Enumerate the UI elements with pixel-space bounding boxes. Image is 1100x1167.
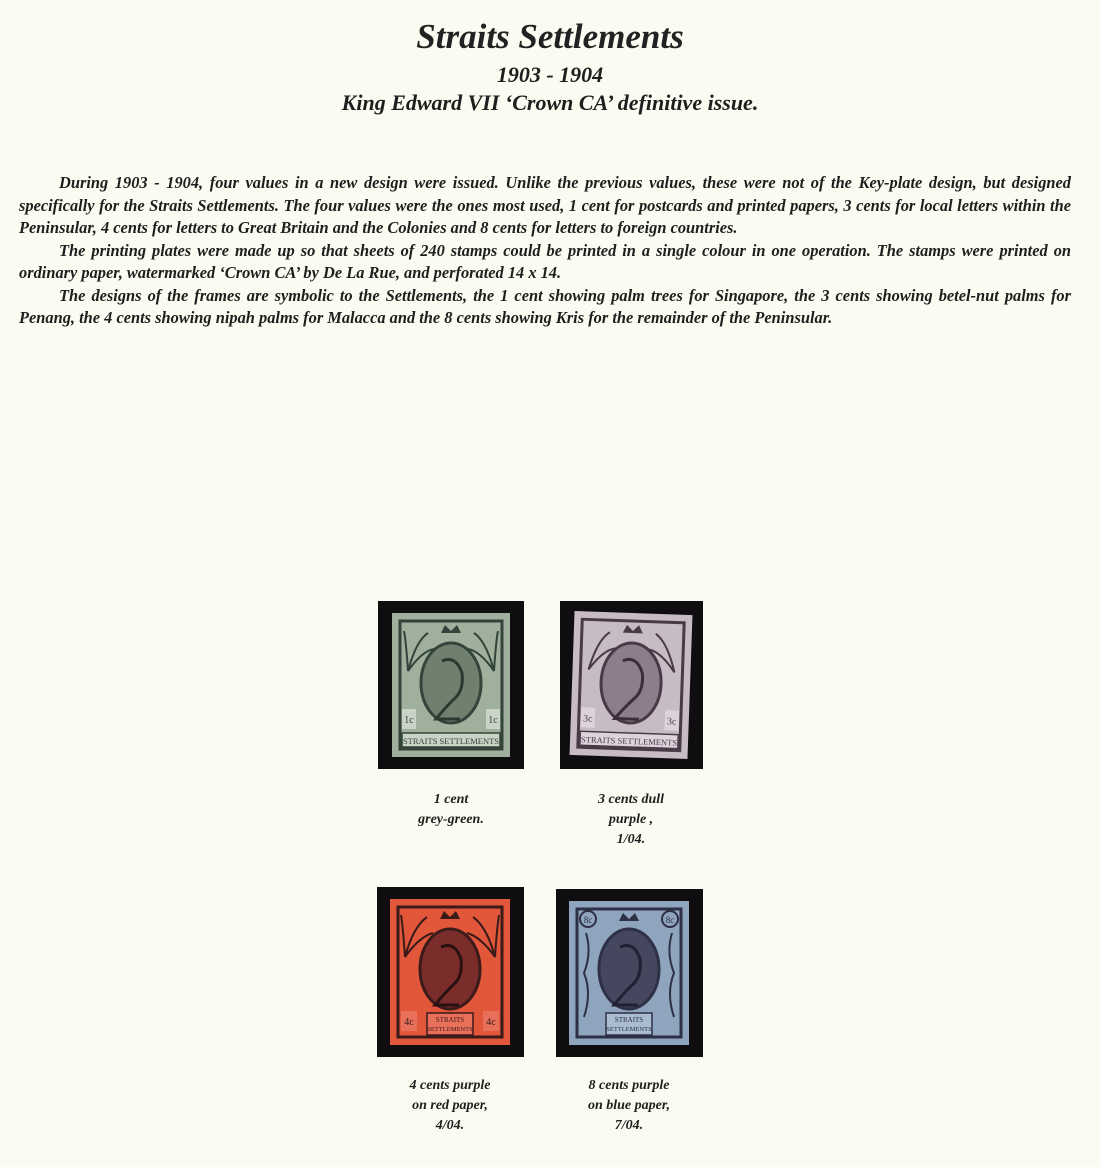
caption-line: on blue paper, <box>587 1098 671 1113</box>
stamp-inscription: STRAITS SETTLEMENTS <box>402 736 500 746</box>
caption-line: 1/04. <box>616 832 646 847</box>
stamp-caption-1 <box>366 790 536 830</box>
caption-line: 4/04. <box>435 1118 465 1133</box>
intro-paragraph: The printing plates were made up so that sheets of 240 stamps could be printed in a single colour in one operation. The stamps were printed on ordinary paper, watermarked ‘Crown CA’ by De La Rue, and perforated 14 x 14. <box>19 240 1071 282</box>
stamp-8-cents <box>556 889 703 1057</box>
stamp-inscription: STRAITS SETTLEMENTS <box>580 734 678 748</box>
king-portrait <box>420 929 480 1009</box>
issue-description: King Edward VII ‘Crown CA’ definitive issue. <box>341 90 759 115</box>
intro-text <box>19 172 1071 330</box>
stamp-value-left: 4c <box>404 1017 414 1028</box>
intro-paragraph: The designs of the frames are symbolic to the Settlements, the 1 cent showing palm trees for Singapore, the 3 cents showing betel-nut palms for Penang, the 4 cents showing nipah palms for Malacca and the 8 cents showing Kris for the remainder of the Peninsular. <box>19 285 1071 327</box>
stamp-inscription: STRAITS <box>435 1016 465 1024</box>
caption-line: 7/04. <box>614 1118 644 1133</box>
caption-line: 4 cents purple <box>409 1078 491 1093</box>
stamp-3-cents <box>560 601 703 769</box>
stamp-value-left: 8c <box>583 915 593 925</box>
king-portrait <box>599 929 659 1009</box>
stamp-value-right: 3c <box>666 716 677 728</box>
caption-line: purple , <box>608 812 654 827</box>
stamp-inscription: STRAITS <box>614 1016 644 1024</box>
stamp-inscription: SETTLEMENTS <box>606 1026 652 1033</box>
intro-paragraph: During 1903 - 1904, four values in a new design were issued. Unlike the previous values, these were not of the Key-plate design, but designed specifically for the Straits Settlements. The four values were the ones most used, 1 cent for postcards and printed papers, 3 cents for local letters within the Peninsular, 4 cents for letters to Great Britain and the Colonies and 8 cents for letters to foreign countries. <box>19 173 1071 237</box>
caption-line: 1 cent <box>433 792 469 807</box>
stamp-caption-2 <box>546 790 716 850</box>
stamp-caption-3 <box>365 1076 535 1136</box>
caption-line: grey-green. <box>418 812 484 827</box>
king-portrait <box>600 642 663 724</box>
caption-line: 3 cents dull <box>597 792 665 807</box>
stamp-4-cents <box>377 887 524 1057</box>
page-header <box>0 16 1100 117</box>
stamp-caption-4 <box>544 1076 714 1136</box>
king-portrait <box>421 643 481 723</box>
stamp-value-left: 3c <box>582 713 593 725</box>
page-title: Straits Settlements <box>416 17 684 56</box>
stamp-value-left: 1c <box>404 715 414 726</box>
stamp-1-cent <box>378 601 524 769</box>
caption-line: 8 cents purple <box>588 1078 670 1093</box>
caption-line: on red paper, <box>412 1098 488 1113</box>
stamp-inscription: SETTLEMENTS <box>427 1026 473 1033</box>
stamp-value-right: 1c <box>488 715 498 726</box>
stamp-value-right: 8c <box>665 915 675 925</box>
issue-years: 1903 - 1904 <box>496 62 604 87</box>
stamp-value-right: 4c <box>486 1017 496 1028</box>
